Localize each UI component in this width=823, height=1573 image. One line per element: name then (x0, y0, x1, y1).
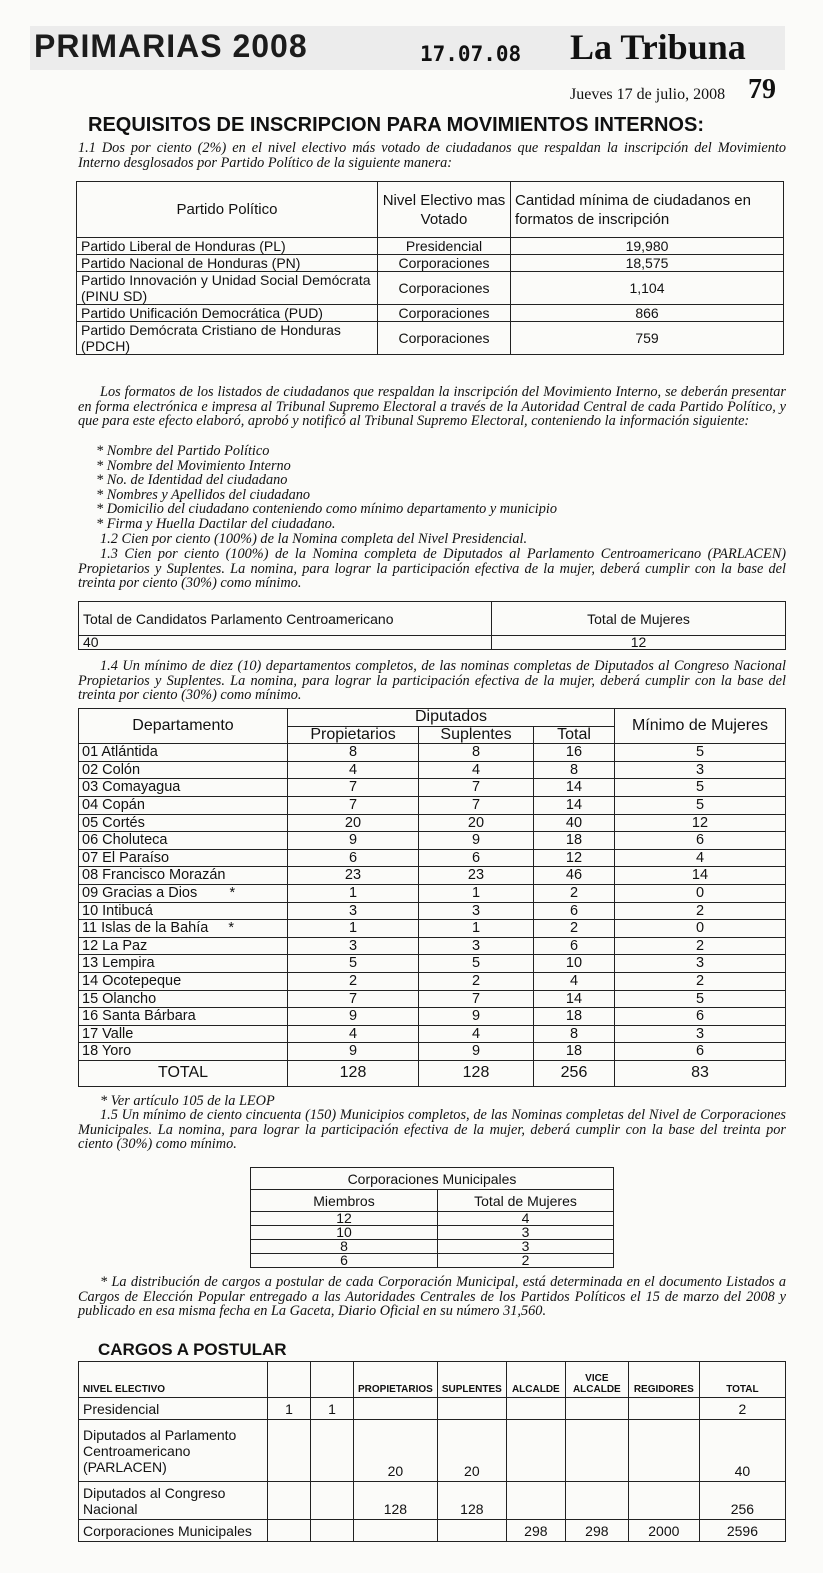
suplentes-value: 7 (419, 779, 534, 797)
total-value: 4 (534, 972, 615, 990)
table-row (79, 955, 786, 973)
suplentes-value: 23 (419, 867, 534, 885)
propietarios-value: 7 (288, 796, 419, 814)
propietarios-value: 20 (354, 1420, 438, 1482)
paragraph-1-3: 1.3 Cien por ciento (100%) de la Nomina completa de Diputados al Parlamento Centroamericano (PARLACEN) Propietarios y Suplentes. La nomina, para lograr la participación efectiva de la mujer, deberá cumplir con la base del treinta por ciento (30%) como mínimo. (78, 546, 786, 592)
municipal-table (250, 1167, 614, 1268)
suplentes-value: 20 (437, 1420, 506, 1482)
table-row (77, 272, 784, 305)
table-row (79, 990, 786, 1008)
nivel-electivo: Diputados al Congreso Nacional (79, 1482, 268, 1520)
col-header-vice-alcalde: VICE ALCALDE (565, 1362, 628, 1398)
suplentes-value (437, 1398, 506, 1420)
table-row (79, 867, 786, 885)
department-name: 06 Choluteca (79, 832, 288, 850)
col-header-blank (311, 1362, 354, 1398)
suplentes-value: 9 (419, 1043, 534, 1061)
table-row (79, 1043, 786, 1061)
col-header-diputados: Diputados (288, 709, 615, 727)
total-value: 6 (534, 937, 615, 955)
table-row (79, 849, 786, 867)
party-quantity: 19,980 (511, 238, 784, 255)
party-quantity: 866 (511, 305, 784, 322)
vice-alcalde-value: 298 (565, 1520, 628, 1542)
propietarios-value: 9 (288, 832, 419, 850)
col3-value (311, 1520, 354, 1542)
total-value: 14 (534, 990, 615, 1008)
col-header-propietarios: PROPIETARIOS (354, 1362, 438, 1398)
col-header-suplentes: Suplentes (419, 726, 534, 744)
minimo-mujeres-value: 3 (615, 761, 786, 779)
col-header-nivel: Nivel Electivo mas Votado (378, 182, 511, 238)
propietarios-value: 4 (288, 1025, 419, 1043)
col3-value (311, 1420, 354, 1482)
table-row (251, 1254, 614, 1268)
col-header-regidores: REGIDORES (628, 1362, 699, 1398)
cargos-title: CARGOS A POSTULAR (98, 1340, 287, 1359)
minimo-mujeres-value: 0 (615, 884, 786, 902)
date-stamp: 17.07.08 (420, 42, 522, 66)
propietarios-value: 3 (288, 902, 419, 920)
list-item: * Domicilio del ciudadano conteniendo como mínimo departamento y municipio (96, 501, 557, 518)
table-row (77, 238, 784, 255)
table-row (79, 832, 786, 850)
party-level: Presidencial (378, 238, 511, 255)
regidores-value: 2000 (628, 1520, 699, 1542)
paragraph-1-1: 1.1 Dos por ciento (2%) en el nivel electivo más votado de ciudadanos que respaldan la inscripción del Movimiento Interno desglosados por Partido Político de la siguiente manera: (78, 140, 786, 171)
table-row (79, 1482, 786, 1520)
minimo-mujeres-value: 14 (615, 867, 786, 885)
propietarios-value: 3 (288, 937, 419, 955)
list-item: * Nombre del Partido Político (96, 443, 270, 459)
section-title: PRIMARIAS 2008 (34, 28, 308, 64)
suplentes-value: 2 (419, 972, 534, 990)
table-row (79, 1025, 786, 1043)
minimo-mujeres-value: 4 (615, 849, 786, 867)
alcalde-value (506, 1398, 565, 1420)
alcalde-value (506, 1482, 565, 1520)
propietarios-value (354, 1398, 438, 1420)
nivel-electivo: Corporaciones Municipales (79, 1520, 268, 1542)
paragraph-1-5: 1.5 Un mínimo de ciento cincuenta (150) Municipios completos, de las Nominas completas del Nivel de Corporaciones Municipales. La nomina, para lograr la participación efectiva de la mujer, deberá cumplir con la base del treinta por ciento (30%) como mínimo. (78, 1107, 786, 1153)
table-row (79, 902, 786, 920)
total-propietarios: 128 (288, 1060, 419, 1086)
total-value: 18 (534, 1008, 615, 1026)
table-row (77, 322, 784, 355)
col3-value: 1 (311, 1398, 354, 1420)
propietarios-value: 23 (288, 867, 419, 885)
women-value: 2 (438, 1254, 614, 1268)
paragraph-distribucion: * La distribución de cargos a postular de cada Corporación Municipal, está determinada en el documento Listados a Cargos de Elección Popular entregado a las Autoridades Centrales de los Partidos Políticos el 15 de marzo del 2008 y publicado en esa misma fecha en La Gaceta, Diario Oficial en su número 31,560. (78, 1274, 786, 1320)
minimo-mujeres-value: 2 (615, 937, 786, 955)
members-value: 6 (251, 1254, 438, 1268)
total-value: 18 (534, 1043, 615, 1061)
propietarios-value: 4 (288, 761, 419, 779)
suplentes-value: 1 (419, 920, 534, 938)
table-row (77, 305, 784, 322)
departments-table (78, 708, 786, 1087)
minimo-mujeres-value: 5 (615, 796, 786, 814)
department-name: 02 Colón (79, 761, 288, 779)
suplentes-value: 7 (419, 990, 534, 1008)
department-name: 17 Valle (79, 1025, 288, 1043)
table-row (79, 814, 786, 832)
newspaper-masthead: La Tribuna (570, 27, 746, 67)
department-name: 11 Islas de la Bahía * (79, 920, 288, 938)
requirements-list (96, 444, 557, 532)
total-value: 2 (534, 884, 615, 902)
department-name: 03 Comayagua (79, 779, 288, 797)
party-requirements-table (76, 181, 784, 355)
total-value: 14 (534, 779, 615, 797)
women-value: 3 (438, 1226, 614, 1240)
propietarios-value: 1 (288, 884, 419, 902)
table-row (79, 761, 786, 779)
department-name: 15 Olancho (79, 990, 288, 1008)
total-value: 46 (534, 867, 615, 885)
vice-alcalde-value (565, 1420, 628, 1482)
propietarios-value: 9 (288, 1008, 419, 1026)
propietarios-value: 1 (288, 920, 419, 938)
total-value: 12 (534, 849, 615, 867)
col-header-blank (268, 1362, 311, 1398)
list-item: * No. de Identidad del ciudadano (96, 472, 288, 489)
table-row (79, 1420, 786, 1482)
col-header-minimo: Mínimo de Mujeres (615, 709, 786, 744)
party-level: Corporaciones (378, 272, 511, 305)
minimo-mujeres-value: 12 (615, 814, 786, 832)
party-name: Partido Nacional de Honduras (PN) (77, 255, 378, 272)
table-row (79, 937, 786, 955)
col-header-propietarios: Propietarios (288, 726, 419, 744)
nivel-electivo: Presidencial (79, 1398, 268, 1420)
minimo-mujeres-value: 3 (615, 955, 786, 973)
department-name: 04 Copán (79, 796, 288, 814)
total-value: 2 (699, 1398, 785, 1420)
members-value: 10 (251, 1226, 438, 1240)
suplentes-value: 5 (419, 955, 534, 973)
total-value: 8 (534, 761, 615, 779)
table-row (79, 1398, 786, 1420)
col2-value: 1 (268, 1398, 311, 1420)
party-name: Partido Liberal de Honduras (PL) (77, 238, 378, 255)
col-header-total: Total (534, 726, 615, 744)
propietarios-value: 2 (288, 972, 419, 990)
department-name: 07 El Paraíso (79, 849, 288, 867)
list-item: * Firma y Huella Dactilar del ciudadano. (96, 515, 336, 532)
suplentes-value: 1 (419, 884, 534, 902)
party-name: Partido Unificación Democrática (PUD) (77, 305, 378, 322)
party-name: Partido Innovación y Unidad Social Demócrata (PINU SD) (77, 272, 378, 305)
col2-value (268, 1482, 311, 1520)
suplentes-value (437, 1520, 506, 1542)
party-level: Corporaciones (378, 322, 511, 355)
department-name: 05 Cortés (79, 814, 288, 832)
total-minimo: 83 (615, 1060, 786, 1086)
minimo-mujeres-value: 0 (615, 920, 786, 938)
col-header-total-candidatos: Total de Candidatos Parlamento Centroamericano (79, 602, 492, 636)
footnote-leop: * Ver artículo 105 de la LEOP (100, 1093, 275, 1109)
department-name: 13 Lempira (79, 955, 288, 973)
list-item: * Nombres y Apellidos del ciudadano (96, 486, 311, 503)
minimo-mujeres-value: 5 (615, 744, 786, 762)
suplentes-value: 8 (419, 744, 534, 762)
total-suplentes: 128 (419, 1060, 534, 1086)
party-quantity: 18,575 (511, 255, 784, 272)
suplentes-value: 20 (419, 814, 534, 832)
party-quantity: 1,104 (511, 272, 784, 305)
party-name: Partido Demócrata Cristiano de Honduras (PDCH) (77, 322, 378, 355)
department-name: 14 Ocotepeque (79, 972, 288, 990)
col-header-departamento: Departamento (79, 709, 288, 744)
total-value: 16 (534, 744, 615, 762)
suplentes-value: 4 (419, 761, 534, 779)
list-item: * Nombre del Movimiento Interno (96, 457, 291, 474)
col-header-total-mujeres: Total de Mujeres (438, 1190, 614, 1212)
cargos-table (78, 1361, 786, 1542)
suplentes-value: 9 (419, 1008, 534, 1026)
department-name: 10 Intibucá (79, 902, 288, 920)
col-header-suplentes: SUPLENTES (437, 1362, 506, 1398)
alcalde-value (506, 1420, 565, 1482)
total-total: 256 (534, 1060, 615, 1086)
col-header-miembros: Miembros (251, 1190, 438, 1212)
table-row (79, 744, 786, 762)
table-row (251, 1226, 614, 1240)
total-value: 8 (534, 1025, 615, 1043)
total-value: 14 (534, 796, 615, 814)
minimo-mujeres-value: 3 (615, 1025, 786, 1043)
vice-alcalde-value (565, 1482, 628, 1520)
members-value: 8 (251, 1240, 438, 1254)
propietarios-value (354, 1520, 438, 1542)
total-value: 6 (534, 902, 615, 920)
propietarios-value: 6 (288, 849, 419, 867)
suplentes-value: 3 (419, 902, 534, 920)
page-number: 79 (748, 74, 776, 105)
propietarios-value: 20 (288, 814, 419, 832)
table-row (79, 1008, 786, 1026)
total-value: 40 (699, 1420, 785, 1482)
total-value: 18 (534, 832, 615, 850)
col-header-nivel-electivo: NIVEL ELECTIVO (79, 1362, 268, 1398)
paragraph-formatos: Los formatos de los listados de ciudadanos que respaldan la inscripción del Movimiento Interno, se deberán presentar en forma electrónica e impresa al Tribunal Supremo Electoral a través de la Autoridad Central de cada Partido Político, y que para este efecto elaboró, aprobó y notificó al Tribunal Supremo Electoral, conteniendo la información siguiente: (78, 384, 786, 430)
table-row (79, 1520, 786, 1542)
party-quantity: 759 (511, 322, 784, 355)
minimo-mujeres-value: 6 (615, 1008, 786, 1026)
women-value: 12 (492, 636, 786, 650)
minimo-mujeres-value: 6 (615, 1043, 786, 1061)
propietarios-value: 8 (288, 744, 419, 762)
department-name: 18 Yoro (79, 1043, 288, 1061)
total-value: 40 (534, 814, 615, 832)
vice-alcalde-value (565, 1398, 628, 1420)
suplentes-value: 3 (419, 937, 534, 955)
col2-value (268, 1520, 311, 1542)
table-row (79, 779, 786, 797)
suplentes-value: 128 (437, 1482, 506, 1520)
regidores-value (628, 1482, 699, 1520)
col-header-alcalde: ALCALDE (506, 1362, 565, 1398)
department-name: 09 Gracias a Dios * (79, 884, 288, 902)
department-name: 12 La Paz (79, 937, 288, 955)
paragraph-1-2: 1.2 Cien por ciento (100%) de la Nomina completa del Nivel Presidencial. (100, 531, 528, 547)
minimo-mujeres-value: 2 (615, 972, 786, 990)
members-value: 12 (251, 1212, 438, 1226)
candidates-value: 40 (79, 636, 492, 650)
party-level: Corporaciones (378, 255, 511, 272)
col-header-total-mujeres: Total de Mujeres (492, 602, 786, 636)
department-name: 16 Santa Bárbara (79, 1008, 288, 1026)
table-row (251, 1240, 614, 1254)
col-header-corporaciones: Corporaciones Municipales (251, 1168, 614, 1190)
parlacen-table (78, 601, 786, 650)
total-value: 10 (534, 955, 615, 973)
total-value: 2596 (699, 1520, 785, 1542)
alcalde-value: 298 (506, 1520, 565, 1542)
propietarios-value: 5 (288, 955, 419, 973)
propietarios-value: 7 (288, 779, 419, 797)
propietarios-value: 128 (354, 1482, 438, 1520)
minimo-mujeres-value: 5 (615, 990, 786, 1008)
table-row (79, 972, 786, 990)
col2-value (268, 1420, 311, 1482)
regidores-value (628, 1420, 699, 1482)
table-row (251, 1212, 614, 1226)
table-row (79, 920, 786, 938)
suplentes-value: 9 (419, 832, 534, 850)
women-value: 4 (438, 1212, 614, 1226)
table-row (79, 884, 786, 902)
suplentes-value: 7 (419, 796, 534, 814)
total-label: TOTAL (79, 1060, 288, 1086)
party-level: Corporaciones (378, 305, 511, 322)
suplentes-value: 6 (419, 849, 534, 867)
col-header-partido: Partido Político (77, 182, 378, 238)
suplentes-value: 4 (419, 1025, 534, 1043)
col3-value (311, 1482, 354, 1520)
department-name: 08 Francisco Morazán (79, 867, 288, 885)
col-header-cantidad: Cantidad mínima de ciudadanos en formatos de inscripción (511, 182, 784, 238)
dateline: Jueves 17 de julio, 2008 (570, 86, 726, 103)
col-header-total: TOTAL (699, 1362, 785, 1398)
propietarios-value: 7 (288, 990, 419, 1008)
minimo-mujeres-value: 2 (615, 902, 786, 920)
department-name: 01 Atlántida (79, 744, 288, 762)
total-value: 256 (699, 1482, 785, 1520)
minimo-mujeres-value: 6 (615, 832, 786, 850)
minimo-mujeres-value: 5 (615, 779, 786, 797)
page-title: REQUISITOS DE INSCRIPCION PARA MOVIMIENTOS INTERNOS: (88, 114, 704, 136)
propietarios-value: 9 (288, 1043, 419, 1061)
regidores-value (628, 1398, 699, 1420)
table-row (79, 796, 786, 814)
table-row (77, 255, 784, 272)
total-value: 2 (534, 920, 615, 938)
nivel-electivo: Diputados al Parlamento Centroamericano (PARLACEN) (79, 1420, 268, 1482)
paragraph-1-4: 1.4 Un mínimo de diez (10) departamentos completos, de las nominas completas de Diputados al Congreso Nacional Propietarios y Suplentes. La nomina, para lograr la participación efectiva de la mujer, deberá cumplir con la base del treinta por ciento (30%) como mínimo. (78, 658, 786, 704)
women-value: 3 (438, 1240, 614, 1254)
